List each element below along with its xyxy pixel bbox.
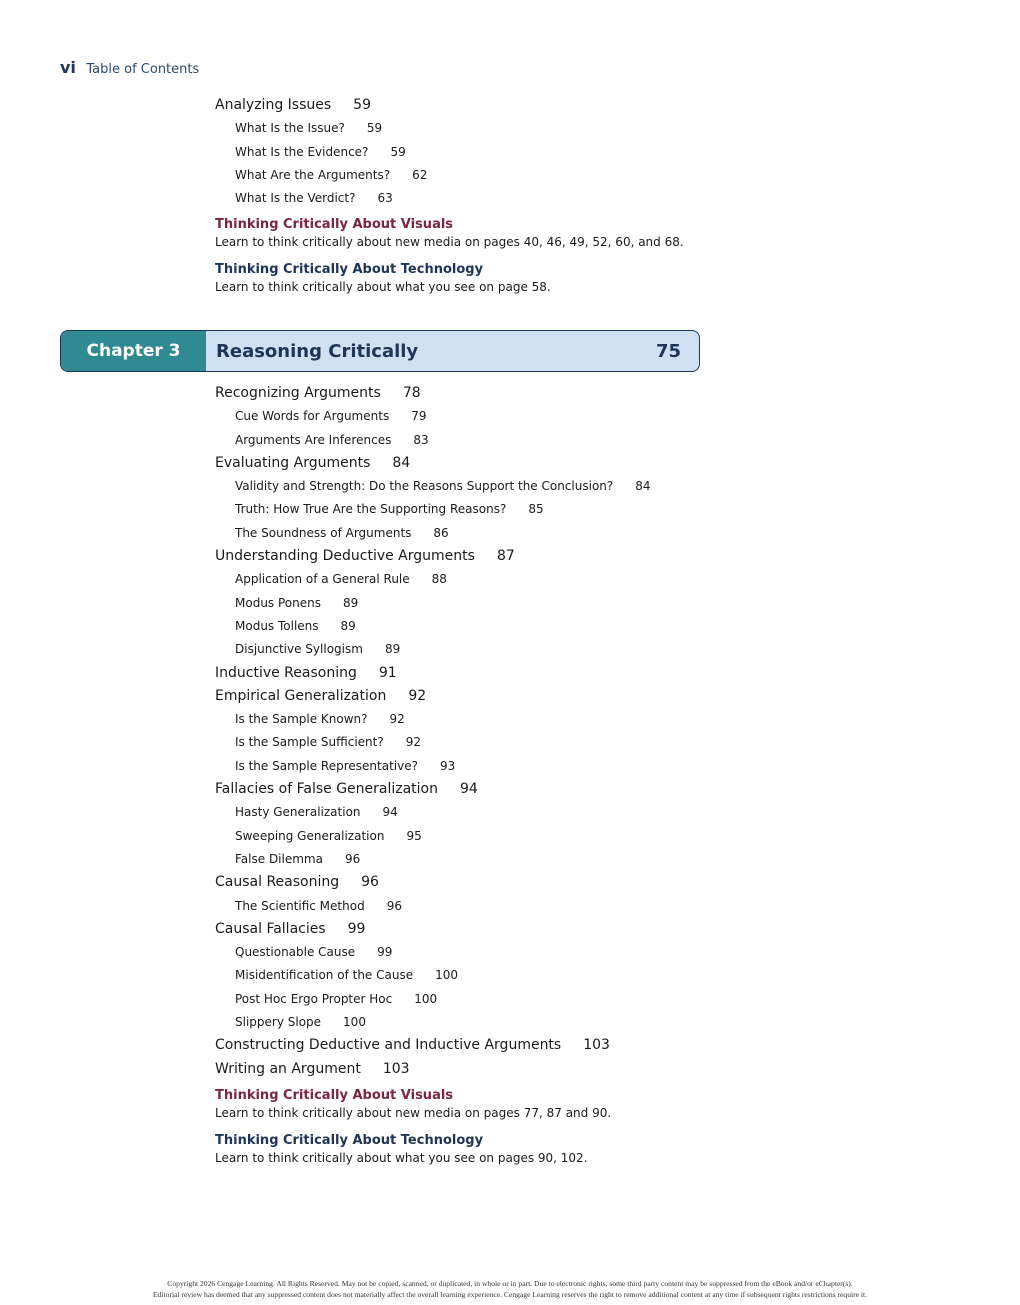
toc-entry-page-number: 63 [377,191,393,206]
toc-entry-page-number: 103 [583,1037,610,1054]
copyright-line-1: Copyright 2026 Cengage Learning. All Rights Reserved. May not be copied, scanned, or duplicated, in whole or in part. Due to electronic rights, some third party content may be suppressed from the eBook and/or eChapter(s). [167,1279,853,1288]
toc-entry-list [215,382,651,1081]
feature-technology-text: Learn to think critically about what you see on pages 90, 102. [215,1150,588,1165]
toc-entry-list [215,94,684,210]
toc-entry-section[interactable] [215,382,651,405]
toc-entry-page-number: 92 [408,687,427,704]
feature-visuals [215,216,684,251]
toc-entry-page-number: 95 [406,828,422,843]
feature-visuals [215,1087,651,1122]
toc-entry-subsection[interactable] [215,498,651,521]
copyright-footer [0,1278,1020,1300]
toc-entry-title: Fallacies of False Generalization [215,781,438,798]
toc-entry-section[interactable] [215,545,651,568]
toc-entry-subsection[interactable] [215,117,684,140]
toc-entry-page-number: 96 [386,898,402,913]
toc-entry-title: Application of a General Rule [235,572,410,587]
toc-entry-page-number: 83 [413,432,429,447]
toc-entry-subsection[interactable] [215,615,651,638]
toc-entry-page-number: 100 [435,968,458,983]
toc-entry-title: Arguments Are Inferences [235,432,392,447]
chapter-heading-bar[interactable] [60,330,700,372]
toc-entry-title: Questionable Cause [235,945,356,960]
toc-entry-page-number: 93 [439,758,456,773]
chapter-number-label: Chapter 3 [61,331,206,371]
toc-entry-title: Hasty Generalization [235,805,361,820]
feature-visuals-title: Thinking Critically About Visuals [215,217,454,233]
feature-technology [215,261,684,296]
toc-entry-page-number: 94 [460,781,478,798]
toc-entry-page-number: 87 [496,548,515,565]
toc-entry-page-number: 92 [389,712,405,727]
toc-entry-title: Causal Fallacies [215,920,326,937]
toc-entry-title: Cue Words for Arguments [235,409,390,424]
toc-entry-page-number: 78 [402,385,421,401]
toc-entry-page-number: 94 [382,805,398,820]
toc-entry-page-number: 96 [361,874,379,891]
toc-entry-subsection[interactable] [215,825,651,848]
feature-technology-title: Thinking Critically About Technology [215,1132,484,1148]
toc-entry-section[interactable] [215,662,651,685]
running-head-title: Table of Contents [86,62,200,77]
toc-entry-title: The Scientific Method [235,898,365,913]
toc-entry-subsection[interactable] [215,755,651,778]
toc-entry-subsection[interactable] [215,568,651,591]
toc-entry-title: Sweeping Generalization [235,828,385,843]
chapter-title-area [206,331,699,371]
toc-entry-page-number: 86 [433,525,449,540]
toc-entry-title: Is the Sample Sufficient? [235,735,384,750]
toc-entry-title: Empirical Generalization [215,687,387,704]
toc-entry-page-number: 89 [342,595,359,610]
toc-entry-page-number: 89 [340,618,356,633]
feature-visuals-text: Learn to think critically about new media on pages 40, 46, 49, 52, 60, and 68. [215,235,684,250]
toc-entry-title: Causal Reasoning [215,874,340,891]
toc-entry-title: Is the Sample Representative? [235,758,418,773]
page-folio: vi [60,58,76,77]
toc-entry-subsection[interactable] [215,848,651,871]
toc-entry-page-number: 99 [347,920,366,937]
toc-entry-page-number: 59 [390,144,406,159]
toc-entry-subsection[interactable] [215,941,651,964]
toc-entry-page-number: 99 [377,945,393,960]
toc-entry-page-number: 89 [384,642,401,657]
toc-entry-subsection[interactable] [215,592,651,615]
toc-entry-subsection[interactable] [215,187,684,210]
toc-entry-page-number: 92 [405,735,422,750]
toc-entry-title: Slippery Slope [235,1015,322,1030]
toc-entry-title: Post Hoc Ergo Propter Hoc [235,991,393,1006]
toc-entry-subsection[interactable] [215,164,684,187]
toc-entry-title: Inductive Reasoning [215,664,357,681]
toc-chapter-3-section [215,382,651,1167]
toc-entry-page-number: 100 [343,1015,366,1030]
toc-entry-section[interactable] [215,452,651,475]
toc-entry-title: Misidentification of the Cause [235,968,414,983]
toc-entry-title: Analyzing Issues [215,97,332,113]
toc-entry-page-number: 84 [392,454,411,471]
copyright-line-2: Editorial review has deemed that any suppressed content does not materially affect the overall learning experience. Cengage Learning reserves the right to remove additional content at any time if subsequent rights restrictions require it. [152,1290,868,1299]
toc-entry-page-number: 96 [344,851,361,866]
toc-entry-subsection[interactable] [215,522,651,545]
toc-entry-page-number: 103 [382,1060,410,1077]
toc-entry-page-number: 100 [414,991,438,1006]
toc-entry-title: Truth: How True Are the Supporting Reasons? [235,502,507,517]
toc-entry-subsection[interactable] [215,988,651,1011]
feature-technology-text: Learn to think critically about what you see on page 58. [215,280,551,295]
toc-entry-title: Constructing Deductive and Inductive Arguments [215,1037,562,1054]
toc-entry-title: What Is the Evidence? [235,144,369,159]
toc-entry-page-number: 62 [412,167,428,182]
feature-technology [215,1132,651,1167]
toc-entry-title: What Is the Issue? [235,121,345,136]
running-head [60,58,199,78]
chapter-page-number: 75 [655,340,681,362]
chapter-title: Reasoning Critically [216,340,419,362]
toc-entry-subsection[interactable] [215,141,684,164]
toc-entry-title: Modus Ponens [235,595,321,610]
toc-entry-subsection[interactable] [215,708,651,731]
toc-entry-subsection[interactable] [215,429,651,452]
toc-previous-chapter-section [215,94,684,296]
toc-entry-section[interactable] [215,778,651,801]
feature-visuals-title: Thinking Critically About Visuals [215,1087,454,1103]
toc-entry-section[interactable] [215,1058,651,1081]
toc-entry-title: Validity and Strength: Do the Reasons Support the Conclusion? [235,479,614,494]
toc-entry-subsection[interactable] [215,801,651,824]
toc-entry-subsection[interactable] [215,895,651,918]
toc-entry-title: Evaluating Arguments [215,454,371,471]
toc-entry-page-number: 59 [366,121,383,136]
toc-entry-title: Writing an Argument [215,1060,361,1077]
toc-entry-title: Understanding Deductive Arguments [215,548,475,565]
toc-entry-title: Disjunctive Syllogism [235,642,363,657]
toc-entry-title: What Is the Verdict? [235,191,356,206]
feature-technology-title: Thinking Critically About Technology [215,262,484,278]
feature-visuals-text: Learn to think critically about new media on pages 77, 87 and 90. [215,1105,612,1120]
toc-entry-page-number: 59 [353,97,371,113]
toc-entry-title: Modus Tollens [235,618,319,633]
toc-entry-subsection[interactable] [215,731,651,754]
toc-entry-page-number: 85 [528,502,544,517]
toc-entry-page-number: 91 [378,664,397,681]
toc-entry-page-number: 79 [411,409,427,424]
toc-entry-title: What Are the Arguments? [235,167,391,182]
toc-entry-page-number: 88 [431,572,447,587]
toc-entry-title: Recognizing Arguments [215,385,381,401]
toc-entry-title: Is the Sample Known? [235,712,368,727]
toc-entry-section[interactable] [215,685,651,708]
toc-entry-section[interactable] [215,871,651,894]
toc-entry-subsection[interactable] [215,405,651,428]
toc-entry-section[interactable] [215,1034,651,1057]
toc-entry-page-number: 84 [635,479,651,494]
toc-entry-subsection[interactable] [215,475,651,498]
toc-entry-subsection[interactable] [215,964,651,987]
toc-entry-title: The Soundness of Arguments [235,525,412,540]
toc-entry-title: False Dilemma [235,851,323,866]
toc-entry-subsection[interactable] [215,638,651,661]
toc-entry-section[interactable] [215,94,684,117]
toc-entry-subsection[interactable] [215,1011,651,1034]
toc-entry-section[interactable] [215,918,651,941]
